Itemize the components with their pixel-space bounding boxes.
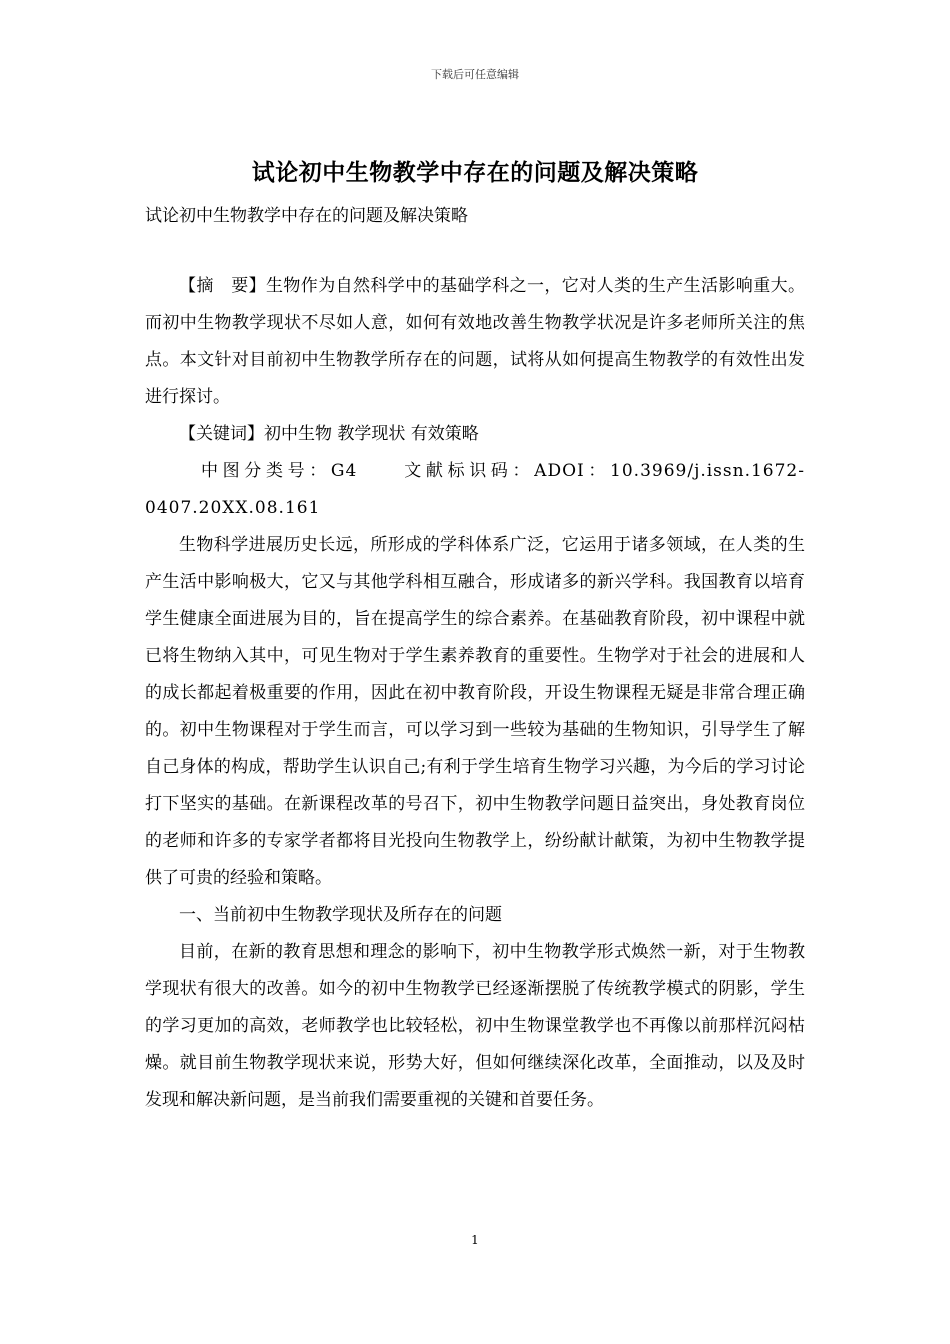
classification-line: 中图分类号：G4 文献标识码：ADOI：10.3969/j.issn.1672-0407.20XX.08.161	[145, 461, 805, 518]
document-title: 试论初中生物教学中存在的问题及解决策略	[251, 159, 699, 186]
body-paragraph: 生物科学进展历史长远，所形成的学科体系广泛，它运用于诸多领域，在人类的生产生活中影响极大，它又与其他学科相互融合，形成诸多的新兴学科。我国教育以培育学生健康全面进展为目的，旨在提高学生的综合素养。在基础教育阶段，初中课程中就已将生物纳入其中，可见生物对于学生素养教育的重要性。生物学对于社会的进展和人的成长都起着极重要的作用，因此在初中教育阶段，开设生物课程无疑是非常合理正确的。初中生物课程对于学生而言，可以学习到一些较为基础的生物知识，引导学生了解自己身体的构成，帮助学生认识自己;有利于学生培育生物学习兴趣，为今后的学习讨论打下坚实的基础。在新课程改革的号召下，初中生物教学问题日益突出，身处教育岗位的老师和许多的专家学者都将目光投向生物教学上，纷纷献计献策，为初中生物教学提供了可贵的经验和策略。	[145, 535, 805, 888]
document-subtitle: 试论初中生物教学中存在的问题及解决策略	[145, 206, 468, 226]
page-number: 1	[471, 1233, 479, 1247]
body-paragraph: 目前，在新的教育思想和理念的影响下，初中生物教学形式焕然一新，对于生物教学现状有很大的改善。如今的初中生物教学已经逐渐摆脱了传统教学模式的阴影，学生的学习更加的高效，老师教学也比较轻松，初中生物课堂教学也不再像以前那样沉闷枯燥。就目前生物教学现状来说，形势大好，但如何继续深化改革，全面推动，以及及时发现和解决新问题，是当前我们需要重视的关键和首要任务。	[145, 942, 805, 1110]
section-heading: 一、当前初中生物教学现状及所存在的问题	[179, 905, 502, 925]
keywords-line: 【关键词】初中生物 教学现状 有效策略	[179, 424, 479, 444]
abstract-paragraph: 【摘 要】生物作为自然科学中的基础学科之一，它对人类的生产生活影响重大。而初中生物教学现状不尽如人意，如何有效地改善生物教学状况是许多老师所关注的焦点。本文针对目前初中生物教学所存在的问题，试将从如何提高生物教学的有效性出发进行探讨。	[145, 276, 805, 407]
document-body	[145, 268, 805, 1119]
page-header: 下载后可任意编辑	[431, 68, 519, 81]
